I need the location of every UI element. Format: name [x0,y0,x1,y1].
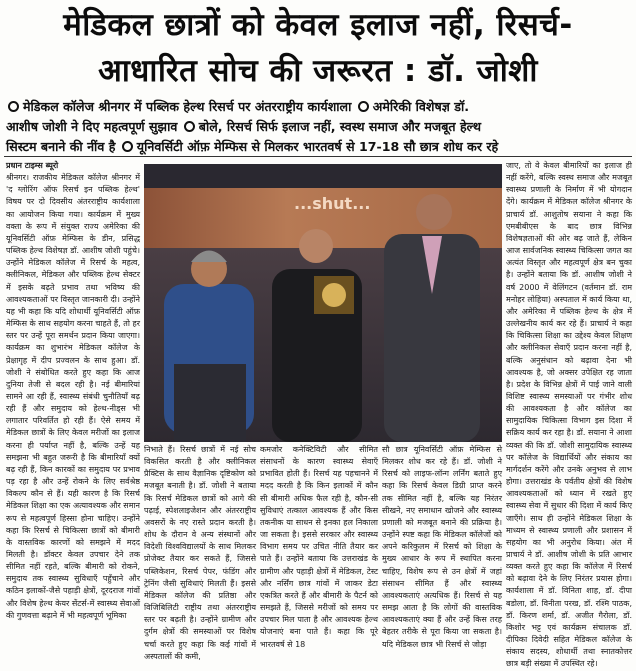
deck-row-1 [6,97,630,117]
article-text: कमजोर कनेक्टिविटी और सीमित संसाधनों के कारण स्वास्थ्य सेवाएँ प्रभावित होती हैं। रिसर्च यह पहचानने में मदद करती है कि किन इलाकों में कौन सी बीमारी अधिक फैल रही है, कौन-सी सुविधाएं तत्काल आवश्यक हैं और किस तकनीक या साधन से इनका हल निकाला जा सकता है। इससे सरकार और स्वास्थ्य विभाग समय पर उचित नीति तैयार कर पाते हैं। उन्होंने बताया कि उत्तराखंड के ग्रामीण और पहाड़ी क्षेत्रों में मेडिकल, टेस्ट और नर्सिंग छात्र गांवों में जाकर डेटा एकत्रित करते हैं और बीमारी के पैटर्न को समझते हैं, जिससे मरीजों को समय पर उपचार मिल पाता है और आवश्यक हेल्थ योजनाएं बना पाते हैं। कहा कि पूरे भारतवर्ष से 18 [260,445,378,649]
article-text: जाए, तो वे केवल बीमारियों का इलाज ही नहीं करेंगे, बल्कि स्वस्थ समाज और मजबूत स्वास्थ्य प्रणाली के निर्माण में भी योगदान देंगे। कार्यक्रम में मेडिकल कॉलेज श्रीनगर के प्राचार्य डॉ. आशुतोष सयाना ने कहा कि एमबीबीएस के बाद छात्र विभिन्न विशेषज्ञताओं की ओर बढ़ जाते हैं, लेकिन आज सार्वजनिक स्वास्थ्य चिकित्सा जगत का अत्यंत विस्तृत और महत्वपूर्ण क्षेत्र बन चुका है। उन्होंने बताया कि डॉ. आशीष जोशी ने वर्ष 2000 में वेलिंगटन (वर्तमान डॉ. राम मनोहर लोहिया) अस्पताल में कार्य किया था, और अमेरिका में पब्लिक हेल्थ के क्षेत्र में उल्लेखनीय कार्य कर रहे हैं। प्राचार्य ने कहा कि चिकित्सा शिक्षा का उद्देश्य केवल शिक्षण और क्लीनिकल सेवाएँ प्रदान करना नहीं है, बल्कि अनुसंधान को बढ़ावा देना भी आवश्यक है, जो अक्सर उपेक्षित रह जाता है। प्रदेश के विभिन्न क्षेत्रों में पाई जाने वाली विशिष्ट स्वास्थ्य समस्याओं पर गंभीर शोध की आवश्यकता है और कॉलेज का सामुदायिक चिकित्सा विभाग इस दिशा में सक्रिय कार्य कर रहा है। डॉ. सयाना ने आशा व्यक्त की कि डॉ. जोशी सामुदायिक स्वास्थ्य पर कॉलेज के विद्यार्थियों और संकाय का मार्गदर्शन करेंगे और उनके अनुभव से लाभ होगा। उत्तराखंड के पर्वतीय क्षेत्रों की विशेष आवश्यकताओं को ध्यान में रखते हुए स्वास्थ्य सेवा में सुधार की दिशा में कार्य किए जाएँगे। साथ ही उन्होंने मेडिकल शिक्षा के माध्यम से स्वास्थ्य प्रणाली और प्रशासन में सहयोग का भी अनुरोध किया। अंत में प्राचार्य ने डॉ. आशीष जोशी के प्रति आभार व्यक्त करते हुए कहा कि कॉलेज में रिसर्च को बढ़ावा देने के लिए निरंतर प्रयास होगा। कार्यशाला में डॉ. विनिता शाह, डॉ. दीपा बडोला, डॉ. विनीता परख, डॉ. रश्मि पाठक, डॉ. किरण शर्मा, डॉ. अजीत गैरोला, डॉ. किशोर भट्ट एवं कार्यक्रम संचालक डॉ. दीपिका दिवेदी सहित मेडिकल कॉलेज के संकाय सदस्य, शोधार्थी तथा स्नातकोत्तर छात्र बड़ी संख्या में उपस्थित रहे। [506,161,633,669]
bullet-circle-icon [358,101,369,112]
deck-row-2 [6,117,630,137]
deck-item: बोले, रिसर्च सिर्फ इलाज नहीं, स्वस्थ समाज और मजबूत हेल्थ [198,119,482,134]
article-column-2 [144,444,256,661]
headline-line-2: आधारित सोच की जरूरत : डॉ. जोशी [98,53,538,89]
bullet-circle-icon [8,101,19,112]
article-text: सौ छात्र यूनिवर्सिटी ऑफ़ मेम्फिस से मिलकर शोध कर रहे हैं। डॉ. जोशी ने रिसर्च को लाइफ-लॉन्ग लर्निंग बताते हुए कहा कि रिसर्च केवल डिग्री प्राप्त करने तक सीमित नहीं है, बल्कि यह निरंतर सीखने, नए समाधान खोजने और स्वास्थ्य प्रणाली को मजबूत बनाने की प्रक्रिया है। उन्होंने स्पष्ट कहा कि मेडिकल कॉलेजों को अपने करिकुलम में रिसर्च को शिक्षा के मुख्य आधार के रूप में स्थापित करना चाहिए, विशेष रूप से उन क्षेत्रों में जहां संसाधन सीमित हैं और स्वास्थ्य आवश्यकताएं अत्यधिक हैं। रिसर्च से यह समझ आता है कि लोगों की वास्तविक आवश्यकताएं क्या हैं और उन्हें किस तरह बेहतर तरीके से पूरा किया जा सकता है। यदि मेडिकल छात्र भी रिसर्च से जोड़ा [382,445,502,649]
people-illustration [144,164,502,442]
deck-row-3 [6,137,630,157]
headline-line-1: मेडिकल छात्रों को केवल इलाज नहीं, रिसर्च- [63,7,573,43]
divider [4,156,632,157]
bullet-circle-icon [122,141,133,152]
deck-item: यूनिवर्सिटी ऑफ़ मेम्फिस से मिलकर भारतवर्ष से 17-18 सौ छात्र शोध कर रहे [136,139,499,154]
article-text: श्रीनगर। राजकीय मेडिकल कॉलेज श्रीनगर में 'द ग्लोरिंग ऑफ रिसर्च इन पब्लिक हेल्थ' विषय पर दो दिवसीय अंतरराष्ट्रीय कार्यशाला का आयोजन किया गया। कार्यक्रम में मुख्य वक्ता के रूप में संयुक्त राज्य अमेरिका की यूनिवर्सिटी ऑफ़ मेम्फिस के डीन, प्रसिद्ध पब्लिक हेल्थ विशेषज्ञ डॉ. आशीष जोशी पहुंचे। उन्होंने मेडिकल कॉलेज में रिसर्च के महत्व, क्लीनिकल, मेडिकल और पब्लिक हेल्थ सेक्टर में इसके बढ़ते प्रभाव तथा भविष्य की आवश्यकताओं पर विस्तृत जानकारी दी। उन्होंने यह भी कहा कि यदि शोधार्थी यूनिवर्सिटी ऑफ़ मेम्फिस के साथ सहयोग करना चाहते हैं, तो हर स्तर पर उन्हें पूरा समर्थन प्रदान किया जाएगा। कार्यक्रम का शुभारंभ मेडिकल कॉलेज के प्रेक्षागृह में दीप प्रज्वलन के साथ हुआ। डॉ. जोशी ने संबोधित करते हुए कहा कि आज दुनिया तेजी से बदल रही है। नई बीमारियां सामने आ रही हैं, स्वास्थ्य संबंधी चुनौतियाँ बढ़ रही हैं और समुदाय को हेल्थ-नीड्स भी लगातार परिवर्तित हो रही हैं। ऐसे समय में मेडिकल छात्रों के लिए केवल मरीजों का इलाज करना ही पर्याप्त नहीं है, बल्कि उन्हें यह समझना भी बहुत जरूरी है कि बीमारियाँ क्यों बढ़ रही हैं, किन कारकों का समुदाय पर प्रभाव पड़ रहा है और उन्हें रोकने के लिए सर्वश्रेष्ठ विकल्प कौन से हैं। यही कारण है कि रिसर्च मेडिकल शिक्षा का एक अत्यावश्यक और समान रूप से महत्वपूर्ण हिस्सा होना चाहिए। उन्होंने कहा कि रिसर्च से चिकित्सा छात्रों को बीमारी के वास्तविक कारणों को समझने में मदद मिलती है। डॉक्टर केवल उपचार देने तक सीमित नहीं रहते, बल्कि बीमारी को रोकने, समुदाय तक स्वास्थ्य सुविधाएँ पहुँचाने और कठिन इलाकों-जैसे पहाड़ी क्षेत्रों, दूरदराज गांवों और विशेष हेल्थ केयर सेंटर्स-में स्वास्थ्य सेवाओं की गुणवत्ता बढ़ाने में भी महत्वपूर्ण भूमिका [6,173,141,620]
byline: प्रधान टाइम्स ब्यूरो [6,161,59,170]
bullet-circle-icon [184,121,195,132]
article-column-1 [6,160,141,620]
article-text: निभाते हैं। रिसर्च छात्रों में नई सोच विकसित करती है और क्लीनिकल प्रैक्टिस के साथ वैज्ञानिक दृष्टिकोण को मजबूत बनाती है। डॉ. जोशी ने बताया कि रिसर्च मेडिकल छात्रों को आगे की पढ़ाई, स्पेशलाइजेशन और अंतरराष्ट्रीय अवसरों के नए रास्ते प्रदान करती है। शोध के दौरान वे अन्य संस्थानों और विदेशी विश्वविद्यालयों के साथ मिलकर प्रोजेक्ट तैयार कर सकते हैं, जिससे पब्लिकेशन, रिसर्च पेपर, फंडिंग और ट्रेनिंग जैसी सुविधाएं मिलती हैं। इससे मेडिकल कॉलेज की प्रतिष्ठा और विजिबिलिटी राष्ट्रीय तथा अंतरराष्ट्रीय स्तर पर बढ़ती है। उन्होंने ग्रामीण और दुर्गम क्षेत्रों की समस्याओं पर विशेष चर्चा करते हुए कहा कि कई गांवों में अस्पतालों की कमी, [144,445,256,661]
article-column-4 [382,444,502,649]
deck-item: अमेरिकी विशेषज्ञ डॉ. [372,99,469,114]
event-photo [144,164,502,442]
deck-item: आशीष जोशी ने दिए महत्वपूर्ण सुझाव [6,119,178,134]
article-column-3 [260,444,378,649]
banner-text: ...shut... [294,194,371,213]
headline [0,0,636,96]
deck-item: सिस्टम बनाने की नींव है [6,139,116,154]
subheadline-deck [6,97,630,159]
deck-item: मेडिकल कॉलेज श्रीनगर में पब्लिक हेल्थ रिसर्च पर अंतरराष्ट्रीय कार्यशाला [23,99,352,114]
article-column-5 [506,160,633,669]
